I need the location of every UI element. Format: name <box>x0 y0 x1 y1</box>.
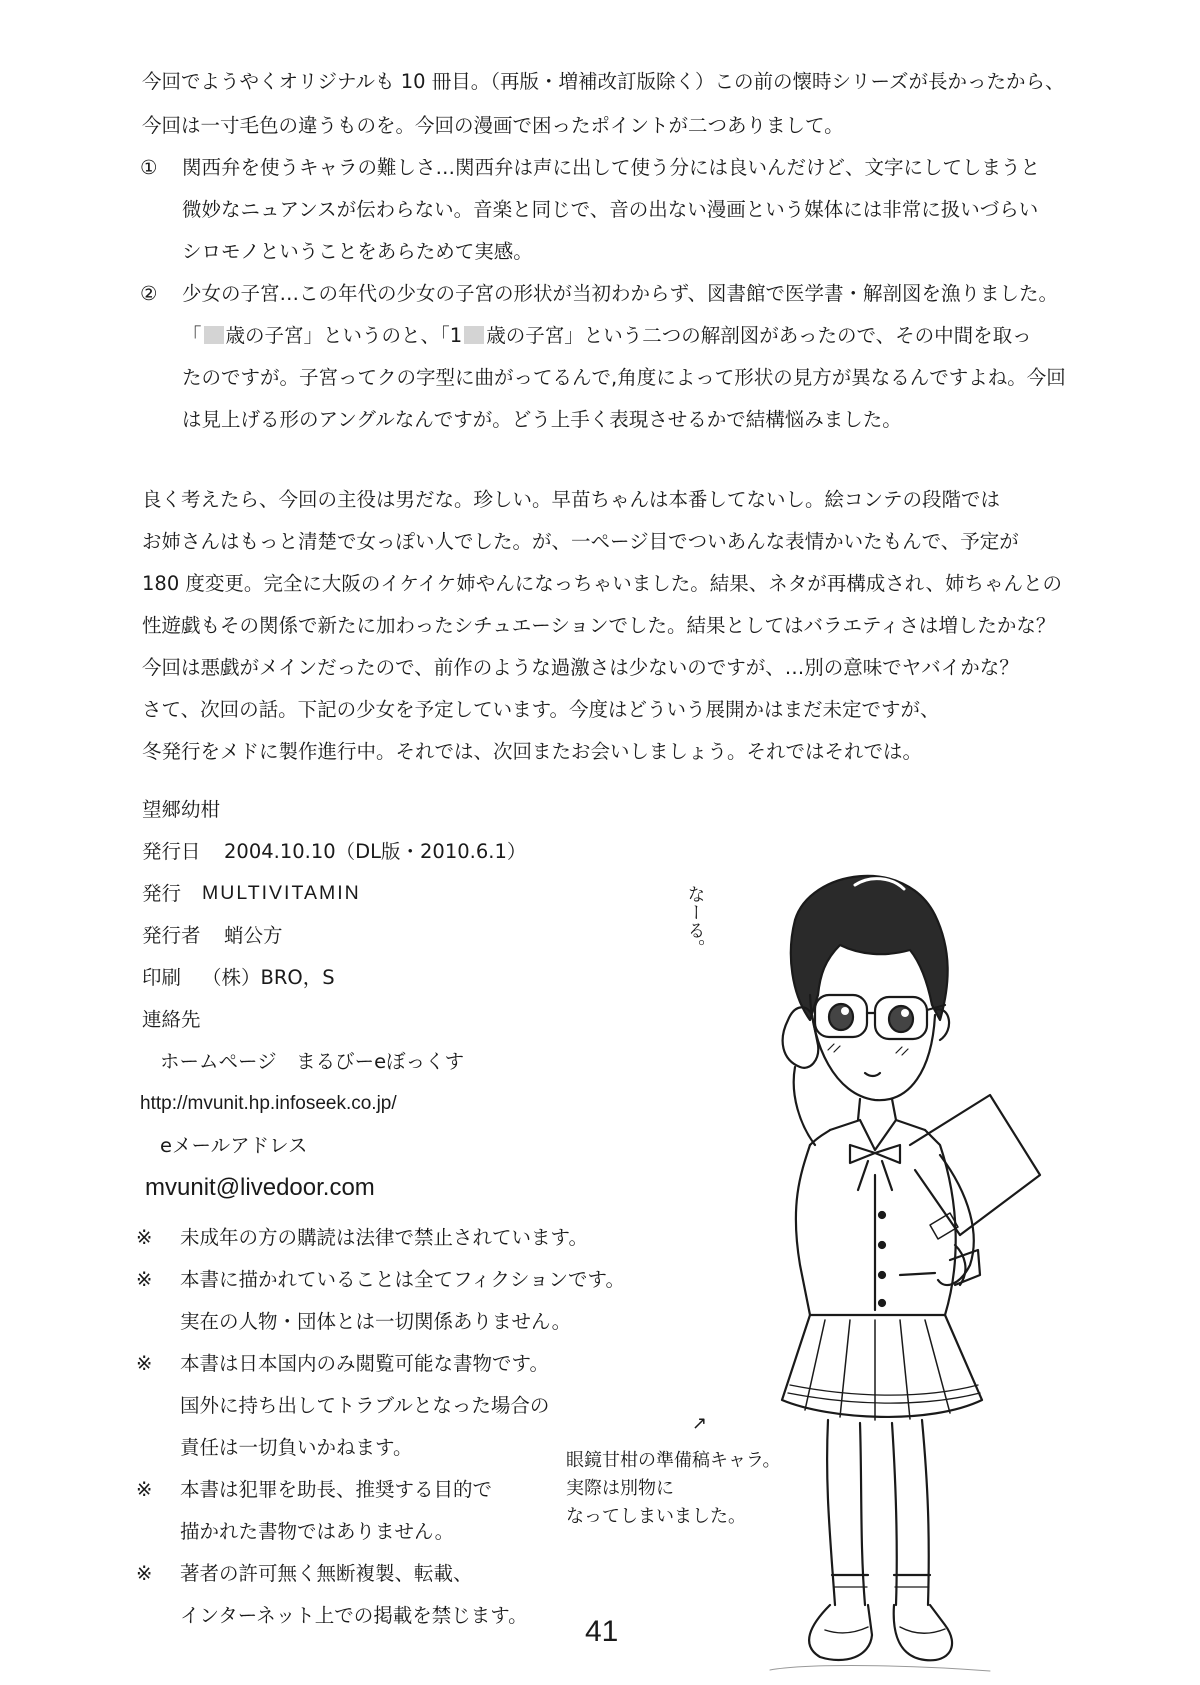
caption-arrow: ↗ <box>692 1413 708 1434</box>
para-2-line-2: お姉さんはもっと清楚で女っぽい人でした。が、一ページ目でついあんな表情かいたもんで、予定が <box>142 530 1019 553</box>
point-1-marker: ① <box>140 156 158 179</box>
notice-2-line-2: 実在の人物・団体とは一切関係ありません。 <box>180 1310 572 1333</box>
speech-text: なーる。 <box>684 885 706 957</box>
colophon-printer-value: （株）BRO，S <box>202 966 335 989</box>
colophon-email-label: eメールアドレス <box>160 1134 308 1157</box>
redaction-block <box>204 326 224 344</box>
intro-line-2: 今回は一寸毛色の違うものを。今回の漫画で困ったポイントが二つありまして。 <box>142 114 844 137</box>
colophon-homepage-label: ホームページ まるびーeぼっくす <box>160 1050 465 1073</box>
notice-mark: ※ <box>136 1562 153 1585</box>
notice-mark: ※ <box>136 1226 153 1249</box>
girl-with-glasses-illustration <box>660 845 1140 1685</box>
point-2-line-2: 「 歳の子宮」というのと、「1 歳の子宮」という二つの解剖図があったので、その中間を取っ <box>182 324 1032 347</box>
intro-line-1: 今回でようやくオリジナルも 10 冊目。（再版・増補改訂版除く）この前の懐時シリーズが長かったから、 <box>142 70 1065 93</box>
colophon-author-label: 発行者 <box>142 924 201 947</box>
notice-5-line-1: 著者の許可無く無断複製、転載、 <box>180 1562 473 1585</box>
para-2-line-1: 良く考えたら、今回の主役は男だな。珍しい。早苗ちゃんは本番してないし。絵コンテの段階では <box>142 488 1001 511</box>
colophon-publisher-label: 発行 <box>142 882 182 905</box>
caption-line-1: 眼鏡甘柑の準備稿キャラ。 <box>566 1450 781 1471</box>
notice-4-line-2: 描かれた書物ではありません。 <box>180 1520 455 1543</box>
point-2-line-1: 少女の子宮…この年代の少女の子宮の形状が当初わからず、図書館で医学書・解剖図を漁りました。 <box>182 282 1058 305</box>
point-2-marker: ② <box>140 282 158 305</box>
colophon-publisher-value: MULTIVITAMIN <box>202 882 361 904</box>
para-2-line-6: さて、次回の話。下記の少女を予定しています。今度はどういう展開かはまだ未定ですが、 <box>142 698 940 721</box>
page-number: 41 <box>585 1615 619 1648</box>
point-1-line-1: 関西弁を使うキャラの難しさ…関西弁は声に出して使う分には良いんだけど、文字にしてしまうと <box>182 156 1041 179</box>
caption-line-2: 実際は別物に <box>566 1478 674 1499</box>
point-1-line-2: 微妙なニュアンスが伝わらない。音楽と同じで、音の出ない漫画という媒体には非常に扱いづらい <box>182 198 1039 221</box>
para-2-line-7: 冬発行をメドに製作進行中。それでは、次回またお会いしましょう。それではそれでは。 <box>142 740 923 763</box>
notice-3-line-1: 本書は日本国内のみ閲覧可能な書物です。 <box>180 1352 549 1375</box>
redaction-block <box>464 326 484 344</box>
notice-mark: ※ <box>136 1268 153 1291</box>
notice-3-line-2: 国外に持ち出してトラブルとなった場合の <box>180 1394 550 1417</box>
notice-2-line-1: 本書に描かれていることは全てフィクションです。 <box>180 1268 625 1291</box>
para-2-line-5: 今回は悪戯がメインだったので、前作のような過激さは少ないのですが、…別の意味でヤバイかな？ <box>142 656 1019 679</box>
notice-mark: ※ <box>136 1478 153 1501</box>
notice-4-line-1: 本書は犯罪を助長、推奨する目的で <box>180 1478 493 1501</box>
notice-mark: ※ <box>136 1352 153 1375</box>
colophon-date-value: 2004.10.10（DL版・2010.6.1） <box>224 840 527 863</box>
colophon-email-value[interactable]: mvunit@livedoor.com <box>145 1174 375 1201</box>
point-2-line-4: は見上げる形のアングルなんですが。どう上手く表現させるかで結構悩みました。 <box>182 408 902 431</box>
caption-line-3: なってしまいました。 <box>566 1506 746 1527</box>
colophon-homepage-url[interactable]: http://mvunit.hp.infoseek.co.jp/ <box>140 1093 397 1114</box>
point-1-line-3: シロモノということをあらためて実感。 <box>182 240 533 263</box>
notice-1: 未成年の方の購読は法律で禁止されています。 <box>180 1226 588 1249</box>
colophon-printer-label: 印刷 <box>142 966 182 989</box>
para-2-line-4: 性遊戯もその関係で新たに加わったシチュエーションでした。結果としてはバラエティさは増したかな？ <box>142 614 1056 637</box>
colophon-date-label: 発行日 <box>142 840 201 863</box>
colophon-author-value: 蛸公方 <box>224 924 283 947</box>
colophon-title: 望郷幼柑 <box>142 798 221 821</box>
notice-3-line-3: 責任は一切負いかねます。 <box>180 1436 413 1459</box>
para-2-line-3: 180 度変更。完全に大阪のイケイケ姉やんになっちゃいました。結果、ネタが再構成され、姉ちゃんとの <box>142 572 1062 595</box>
notice-5-line-2: インターネット上での掲載を禁じます。 <box>180 1604 528 1627</box>
point-2-line-3: たのですが。子宮ってクの字型に曲がってるんで,角度によって形状の見方が異なるんですよね。今回 <box>182 366 1066 389</box>
colophon-contact-label: 連絡先 <box>142 1008 201 1031</box>
